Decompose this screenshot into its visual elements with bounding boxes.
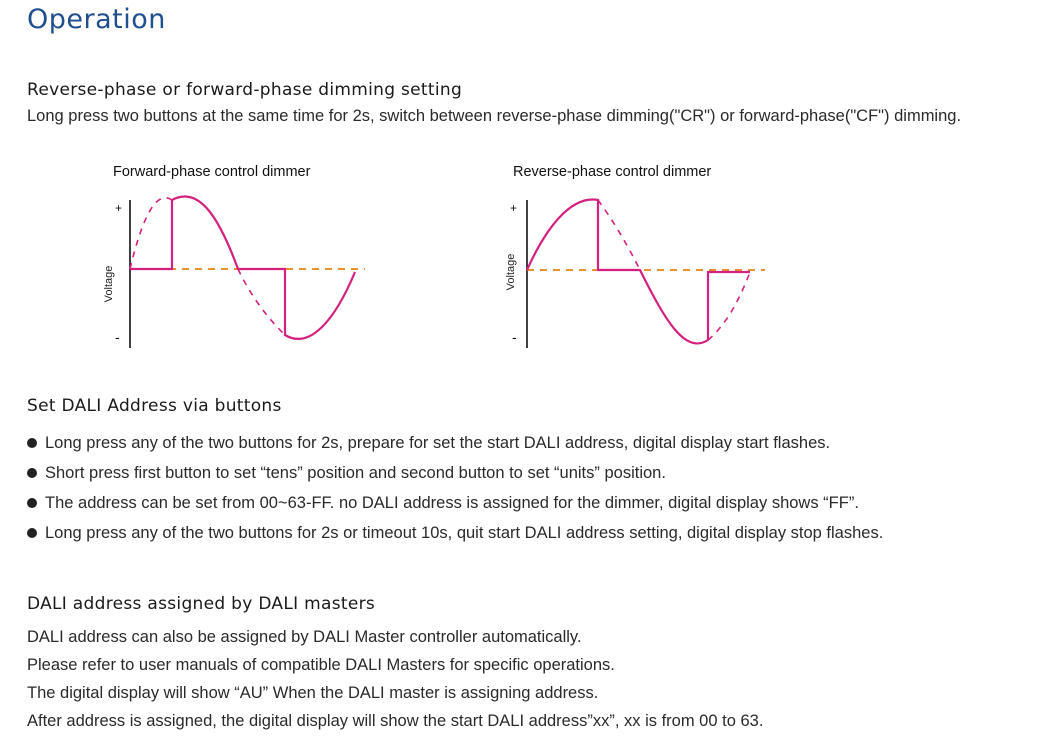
paragraph-line: After address is assigned, the digital display will show the start DALI address”xx”, xx is from 00 to 63.: [27, 712, 764, 730]
forward-minus-label: -: [115, 329, 120, 345]
forward-dashed-negative: [238, 269, 283, 333]
list-item-text: The address can be set from 00~63-FF. no DALI address is assigned for the dimmer, digital display shows “FF”.: [45, 494, 859, 512]
reverse-solid-waveform: [527, 200, 750, 344]
bullet-icon: [27, 528, 37, 538]
list-item-text: Long press any of the two buttons for 2s, prepare for set the start DALI address, digital display start flashes.: [45, 434, 831, 452]
dimming-setting-heading: Reverse-phase or forward-phase dimming setting: [27, 80, 463, 100]
reverse-phase-waveform: [500, 190, 800, 390]
set-dali-address-list: [27, 430, 883, 550]
bullet-icon: [27, 438, 37, 448]
bullet-icon: [27, 468, 37, 478]
forward-phase-title: Forward-phase control dimmer: [113, 164, 311, 180]
paragraph-line: The digital display will show “AU” When the DALI master is assigning address.: [27, 684, 599, 702]
forward-voltage-label: Voltage: [103, 265, 115, 303]
list-item-text: Long press any of the two buttons for 2s or timeout 10s, quit start DALI address setting, digital display stop flashes.: [45, 524, 884, 542]
paragraph-line: DALI address can also be assigned by DALI Master controller automatically.: [27, 628, 582, 646]
page-title: Operation: [27, 4, 166, 35]
dimming-setting-description: Long press two buttons at the same time for 2s, switch between reverse-phase dimming("CR") or forward-phase("CF") dimming.: [27, 107, 962, 125]
list-item: [27, 520, 883, 550]
list-item: [27, 490, 883, 520]
list-item-text: Short press first button to set “tens” position and second button to set “units” position.: [45, 464, 666, 482]
paragraph-line: Please refer to user manuals of compatible DALI Masters for specific operations.: [27, 656, 615, 674]
reverse-phase-title: Reverse-phase control dimmer: [513, 164, 712, 180]
list-item: [27, 460, 883, 490]
reverse-plus-label: +: [510, 201, 518, 215]
reverse-dashed-negative: [708, 272, 750, 340]
forward-solid-waveform: [130, 196, 355, 338]
reverse-dashed-positive: [598, 200, 640, 270]
reverse-voltage-label: Voltage: [505, 253, 517, 291]
set-dali-address-heading: Set DALI Address via buttons: [27, 396, 282, 416]
forward-phase-waveform: [100, 190, 400, 390]
forward-dashed-positive: [130, 198, 172, 269]
list-item: [27, 430, 883, 460]
forward-plus-label: +: [115, 201, 123, 215]
reverse-minus-label: -: [512, 329, 517, 345]
dali-masters-heading: DALI address assigned by DALI masters: [27, 594, 376, 614]
dali-masters-text: [27, 625, 763, 737]
bullet-icon: [27, 498, 37, 508]
